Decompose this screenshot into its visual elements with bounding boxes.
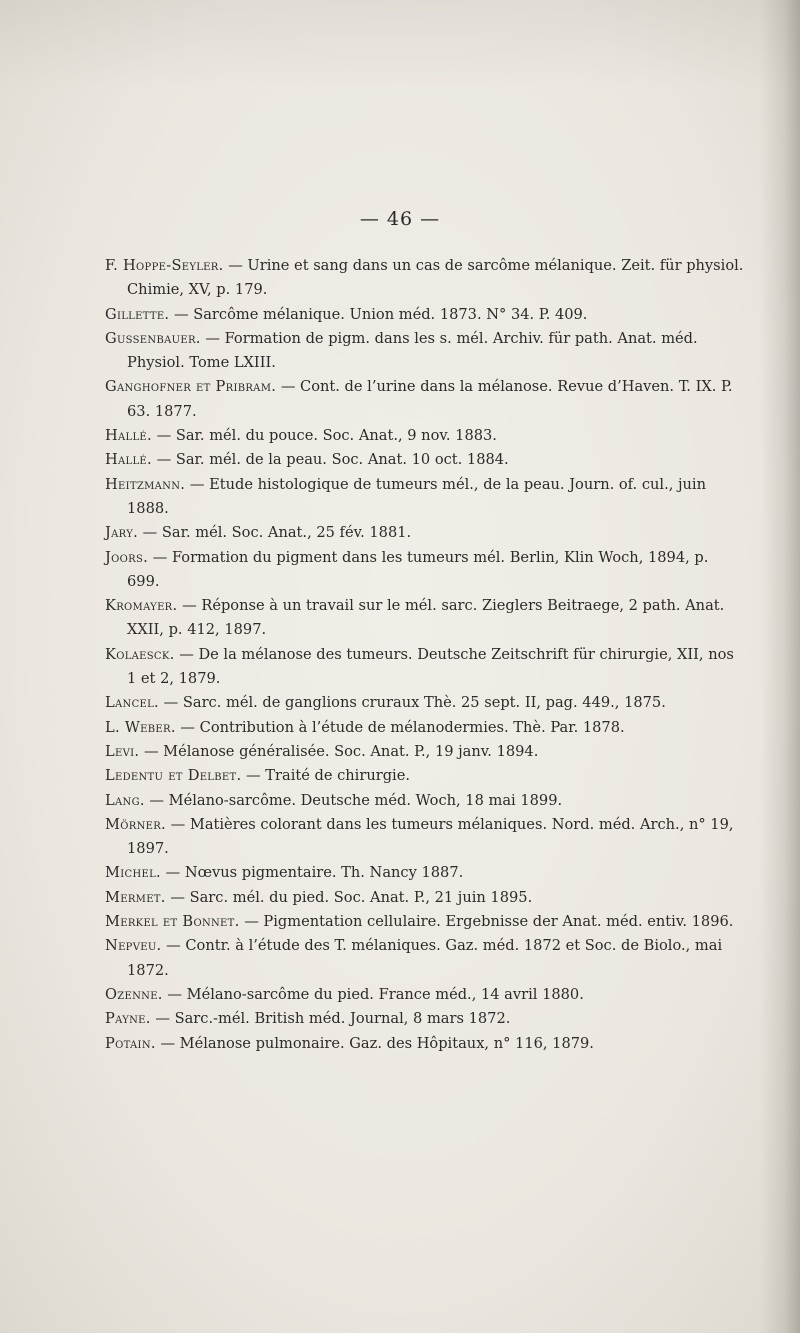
entry-author: Merkel et Bonnet.	[105, 913, 240, 931]
entry-author: Nepveu.	[105, 937, 162, 955]
bibliography-entry	[105, 789, 745, 813]
entry-author: Gussenbauer.	[105, 329, 201, 347]
entry-author: Payne.	[105, 1010, 151, 1028]
entry-text: — Mélano-sarcôme du pied. France méd., 14 avril 1880.	[162, 985, 584, 1003]
bibliography-entry	[105, 375, 745, 424]
entry-text: — Sar. mél. du pouce. Soc. Anat., 9 nov. 1883.	[151, 427, 497, 445]
entry-author: Jary.	[105, 524, 139, 542]
bibliography-entry	[105, 448, 745, 472]
entry-author: Hallé.	[105, 451, 152, 469]
bibliography-entry	[105, 1032, 745, 1056]
entry-text: — Contr. à l’étude des T. mélaniques. Gaz. méd. 1872 et Soc. de Biolo., mai 1872.	[127, 937, 723, 979]
entry-author: Kolaesck.	[105, 645, 175, 663]
entry-author: Mermet.	[105, 888, 166, 906]
entry-author: Lancel.	[105, 694, 159, 712]
entry-author: Ozenne.	[105, 985, 163, 1003]
bibliography-entry	[105, 327, 745, 376]
bibliography-entry	[105, 1007, 745, 1031]
entry-author: Mörner.	[105, 815, 166, 833]
bibliography-entry	[105, 813, 745, 862]
entry-text: — Sar. mél. Soc. Anat., 25 fév. 1881.	[138, 524, 412, 542]
entry-text: — Contribution à l’étude de mélanodermies. Thè. Par. 1878.	[175, 718, 625, 736]
entry-text: — Réponse à un travail sur le mél. sarc. Zieglers Beitraege, 2 path. Anat. XXII, p. 412, 1897.	[127, 597, 725, 639]
page-shadow-right	[760, 0, 800, 1333]
bibliography-entry	[105, 740, 745, 764]
bibliography-entry	[105, 910, 745, 934]
entry-text: — Matières colorant dans les tumeurs mélaniques. Nord. méd. Arch., n° 19, 1897.	[127, 815, 734, 858]
entry-text: — Sarc.-mél. British méd. Journal, 8 mars 1872.	[150, 1010, 511, 1028]
bibliography-entry	[105, 303, 745, 327]
entry-author: Joors.	[105, 548, 149, 566]
bibliography-entry	[105, 546, 745, 595]
entry-text: — Mélanose généralisée. Soc. Anat. P., 19 janv. 1894.	[139, 742, 539, 760]
entry-text: — De la mélanose des tumeurs. Deutsche Zeitschrift für chirurgie, XII, nos 1 et 2, 1879.	[127, 645, 734, 688]
entry-author: Levi.	[105, 742, 140, 760]
entry-text: — Sarc. mél. du pied. Soc. Anat. P., 21 juin 1895.	[165, 888, 533, 906]
entry-text: — Pigmentation cellulaire. Ergebnisse der Anat. méd. entiv. 1896.	[239, 913, 734, 931]
entry-text: — Nœvus pigmentaire. Th. Nancy 1887.	[160, 864, 464, 882]
entry-author: Gillette.	[105, 305, 170, 323]
page-shadow-top	[0, 0, 800, 90]
bibliography-entry	[105, 691, 745, 715]
bibliography-entry	[105, 861, 745, 885]
bibliography-entry	[105, 716, 745, 740]
entry-text: — Sar. mél. de la peau. Soc. Anat. 10 oct. 1884.	[151, 451, 509, 469]
bibliography-entry	[105, 934, 745, 983]
entry-text: — Etude histologique de tumeurs mél., de la peau. Journ. of. cul., juin 1888.	[127, 475, 706, 517]
entry-author: Heitzmann.	[105, 475, 186, 493]
bibliography-entry	[105, 424, 745, 448]
entry-text: — Cont. de l’urine dans la mélanose. Revue d’Haven. T. IX. P. 63. 1877.	[127, 378, 733, 420]
bibliography-entry	[105, 521, 745, 545]
entry-text: — Urine et sang dans un cas de sarcôme mélanique. Zeit. für physiol. Chimie, XV, p. 179.	[127, 257, 744, 299]
bibliography-entry	[105, 643, 745, 692]
entry-text: — Traité de chirurgie.	[241, 767, 410, 785]
entry-text: — Formation de pigm. dans les s. mél. Archiv. für path. Anat. méd. Physiol. Tome LXIII.	[127, 329, 698, 372]
entry-author: Potain.	[105, 1034, 156, 1052]
entry-text: — Sarc. mél. de ganglions cruraux Thè. 25 sept. II, pag. 449., 1875.	[159, 694, 666, 712]
bibliography-entry	[105, 983, 745, 1007]
entry-author: Lang.	[105, 791, 145, 809]
entry-text: — Mélanose pulmonaire. Gaz. des Hôpitaux, n° 116, 1879.	[155, 1034, 594, 1052]
entry-author: Hallé.	[105, 427, 152, 445]
bibliography-entry	[105, 473, 745, 522]
entry-author: Kromayer.	[105, 597, 178, 615]
entry-author: Ledentu et Delbet.	[105, 767, 242, 785]
bibliography-entry	[105, 886, 745, 910]
bibliography-entry	[105, 764, 745, 788]
entry-text: — Mélano-sarcôme. Deutsche méd. Woch, 18 mai 1899.	[144, 791, 563, 809]
page-number: — 46 —	[359, 208, 441, 230]
bibliography-list	[105, 254, 745, 1056]
bibliography-entry	[105, 594, 745, 643]
entry-author: F. Hoppe-Seyler.	[105, 257, 224, 274]
entry-author: L. Weber.	[105, 718, 176, 736]
bibliography-entry	[105, 254, 745, 303]
entry-text: — Sarcôme mélanique. Union méd. 1873. N° 34. P. 409.	[169, 305, 588, 323]
entry-author: Michel.	[105, 864, 161, 882]
entry-text: — Formation du pigment dans les tumeurs mél. Berlin, Klin Woch, 1894, p. 699.	[127, 548, 709, 590]
entry-author: Ganghofner et Pribram.	[105, 378, 277, 396]
